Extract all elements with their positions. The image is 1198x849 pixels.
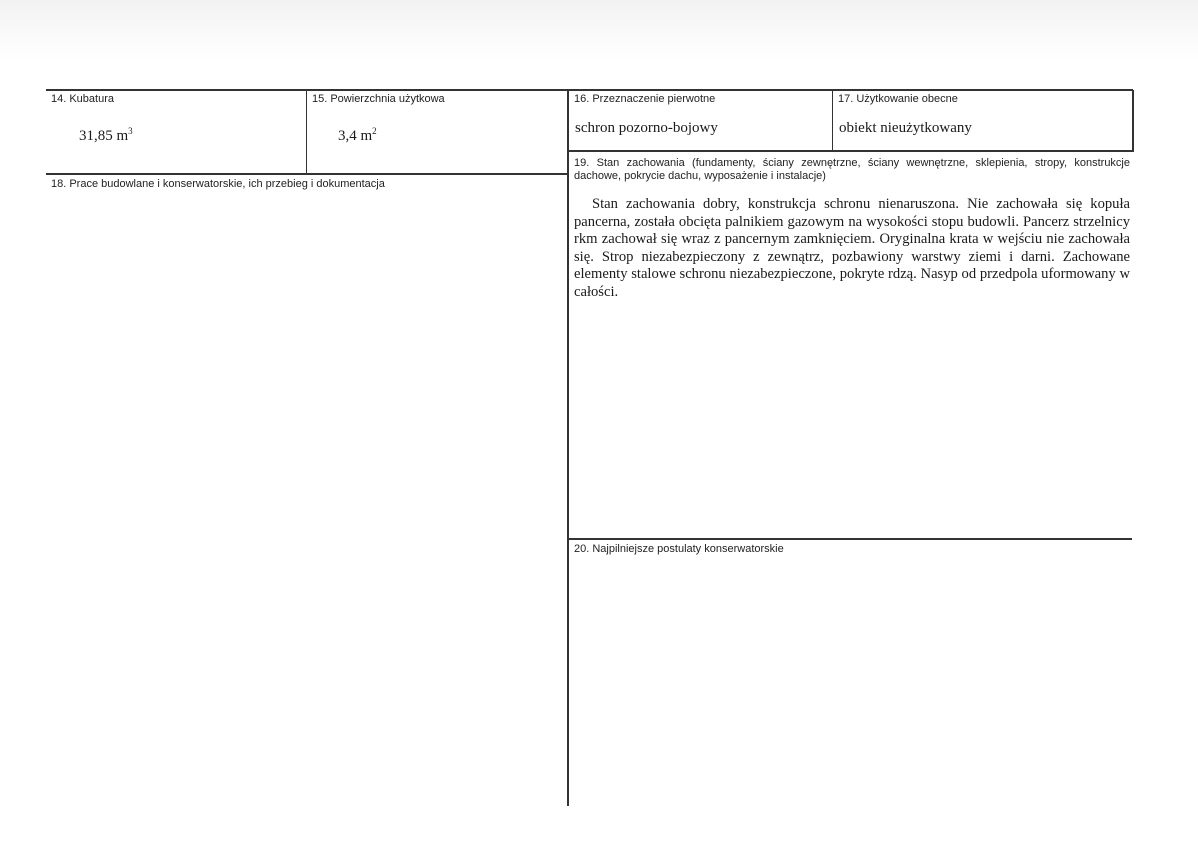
field-16-value: schron pozorno-bojowy [575,120,718,136]
field-17-label: 17. Użytkowanie obecne [838,93,958,105]
field-18-label: 18. Prace budowlane i konserwatorskie, ich przebieg i dokumentacja [51,178,385,190]
rule-section20-top [568,538,1132,540]
scan-edge-shadow [0,0,1198,60]
divider-f14-f15 [306,90,307,174]
field-15-value-text: 3,4 m [338,128,373,144]
divider-center [567,90,569,806]
field-14-value-text: 31,85 m [79,128,129,144]
field-14-label: 14. Kubatura [51,93,114,105]
field-15-unit-exponent: 2 [372,126,377,136]
divider-f16-f17 [832,90,833,151]
right-edge-rule [1132,90,1134,151]
field-19-description: Stan zachowania dobry, konstrukcja schronu nienaruszona. Nie zachowała się kopuła pancerna, została obcięta palnikiem gazowym na wysokości stopu budowli. Pancerz strzelnicy rkm zachował się wraz z pancernym zamknięciem. Oryginalna krata w wejściu nie zachowała się. Strop niezabezpieczony z zewnątrz, pozbawiony warstwy ziemi i darni. Zachowane elementy stalowe schronu niezabezpieczone, pokryte rdzą. Nasyp od przedpola uformowany w całości. [574,196,1130,300]
field-20-label: 20. Najpilniejsze postulaty konserwatorskie [574,543,784,555]
rule-row1-right-bottom [568,150,1134,152]
field-14-unit-exponent: 3 [128,126,133,136]
rule-row1-left-bottom [46,173,568,175]
field-15-label: 15. Powierzchnia użytkowa [312,93,445,105]
field-15-value [338,127,377,145]
field-19-label: 19. Stan zachowania (fundamenty, ściany zewnętrzne, ściany wewnętrzne, sklepienia, stropy, konstrukcje dachowe, pokrycie dachu, wyposażenie i instalacje) [574,157,1130,182]
field-14-value [79,127,133,145]
form-top-rule [46,89,1133,91]
field-16-label: 16. Przeznaczenie pierwotne [574,93,716,105]
field-17-value: obiekt nieużytkowany [839,120,972,136]
